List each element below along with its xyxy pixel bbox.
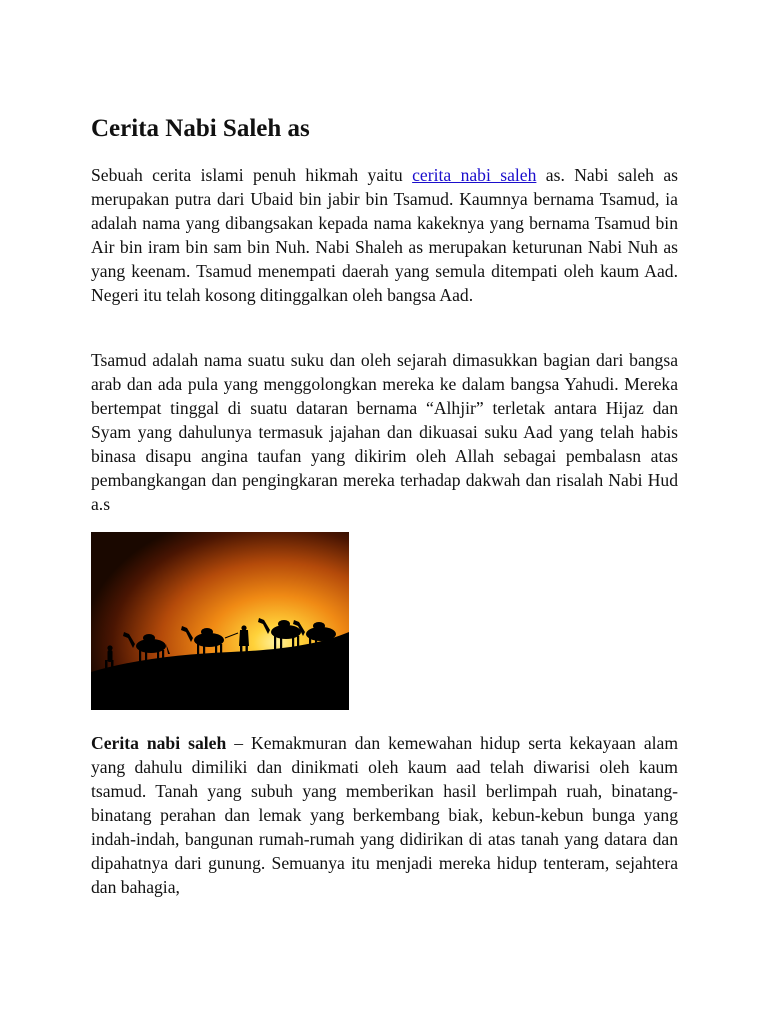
paragraph-tsamud: Tsamud adalah nama suatu suku dan oleh sejarah dimasukkan bagian dari bangsa arab dan ada pula yang menggolongkan mereka ke dalam bangsa Yahudi. Mereka bertempat tinggal di suatu dataran bernama “Alhjir” terletak antara Hijaz dan Syam yang dahulunya termasuk jajahan dan dikuasai suku Aad yang telah habis binasa disapu angina taufan yang dikirim oleh Allah sebagai pembalasn atas pembangkangan dan pengingkaran mereka terhadap dakwah dan risalah Nabi Hud a.s xyxy=(91,350,678,514)
cerita-nabi-saleh-link[interactable]: cerita nabi saleh xyxy=(412,165,537,185)
paragraph-lead-bold: Cerita nabi saleh xyxy=(91,733,227,753)
paragraph-intro xyxy=(91,163,678,307)
paragraph-intro-rest: as. Nabi saleh as merupakan putra dari Ubaid bin jabir bin Tsamud. Kaumnya bernama Tsamud, ia adalah nama yang dibangsakan kepada nama kakeknya yang bernama Tsamud bin Air bin iram bin sam bin Nuh. Nabi Shaleh as merupakan keturunan Nabi Nuh as yang keenam. Tsamud menempati daerah yang semula ditempati oleh kaum Aad. Negeri itu telah kosong ditinggalkan oleh bangsa Aad. xyxy=(91,165,679,305)
camel-caravan-sunset-photo xyxy=(91,532,349,710)
paragraph-body: – Kemakmuran dan kemewahan hidup serta kekayaan alam yang dahulu dimiliki dan dinikmati oleh kaum aad telah diwarisi oleh kaum tsamud. Tanah yang subuh yang memberikan hasil berlimpah ruah, binatang-binatang perahan dan lemak yang berkembang biak, kebun-kebun bunga yang indah-indah, bangunan rumah-rumah yang didirikan di atas tanah yang datara dan dipahatnya dari gunung. Semuanya itu menjadi mereka hidup tenteram, sejahtera dan bahagia, xyxy=(91,733,679,897)
article-title: Cerita Nabi Saleh as xyxy=(91,115,310,142)
paragraph-intro-start: Sebuah cerita islami penuh hikmah yaitu xyxy=(91,165,413,185)
paragraph-cerita-nabi-saleh xyxy=(91,731,678,899)
